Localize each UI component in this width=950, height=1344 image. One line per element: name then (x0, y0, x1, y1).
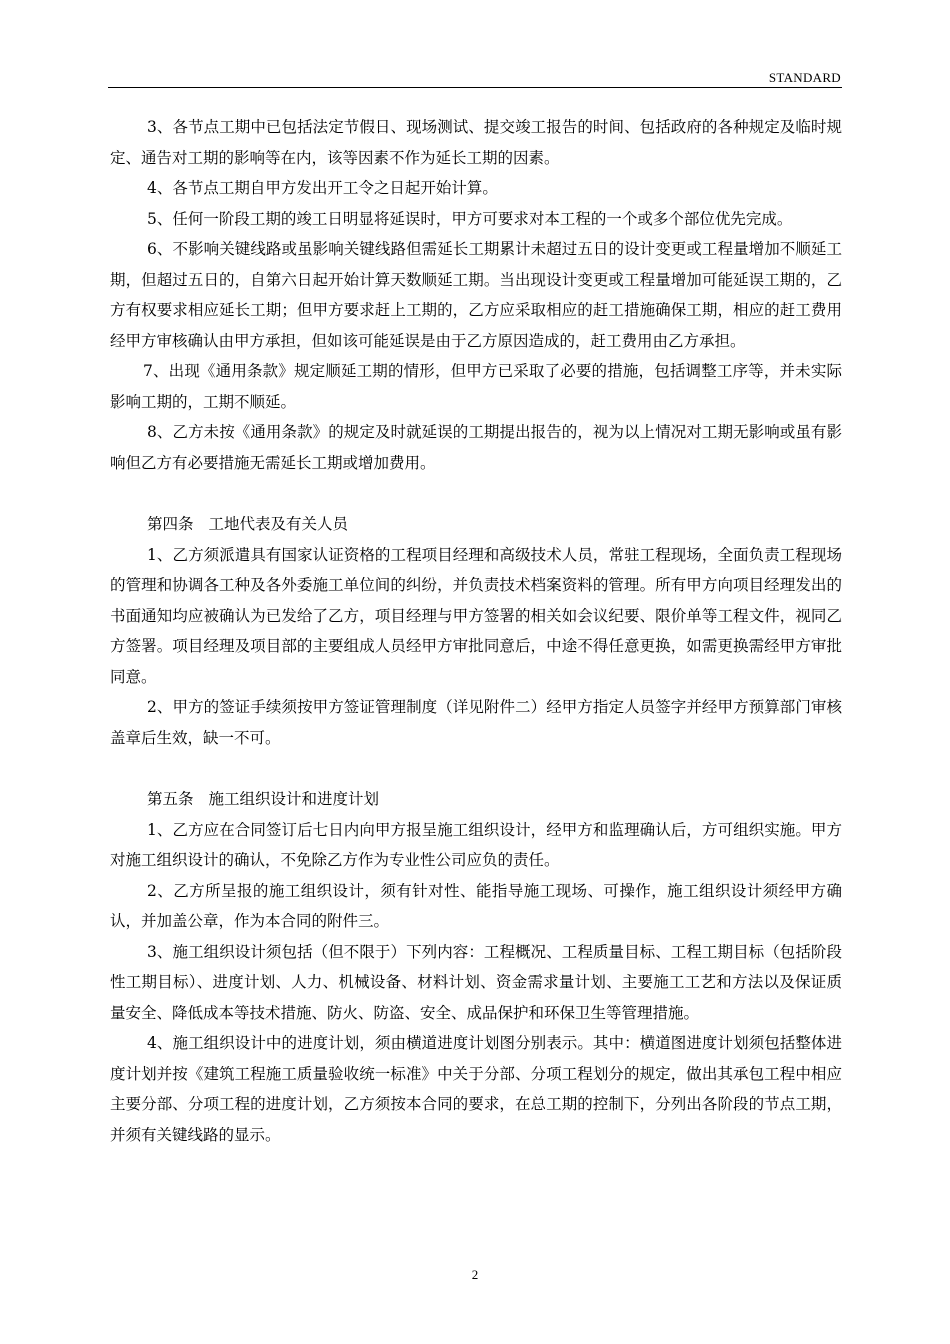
paragraph-clause-3-3: 3、各节点工期中已包括法定节假日、现场测试、提交竣工报告的时间、包括政府的各种规定及临时规定、通告对工期的影响等在内，该等因素不作为延长工期的因素。 (110, 118, 842, 167)
paragraph-clause-3-8: 8、乙方未按《通用条款》的规定及时就延误的工期提出报告的，视为以上情况对工期无影响或虽有影响但乙方有必要措施无需延长工期或增加费用。 (110, 423, 842, 472)
paragraph-clause-4-2: 2、甲方的签证手续须按甲方签证管理制度（详见附件二）经甲方指定人员签字并经甲方预算部门审核盖章后生效，缺一不可。 (110, 698, 842, 747)
section-title: 施工组织设计和进度计划 (208, 790, 380, 808)
section-number: 第四条 (147, 515, 194, 533)
paragraph-clause-3-7: 7、出现《通用条款》规定顺延工期的情形，但甲方已采取了必要的措施，包括调整工序等，并未实际影响工期的，工期不顺延。 (110, 362, 842, 411)
paragraph-clause-5-1: 1、乙方应在合同签订后七日内向甲方报呈施工组织设计，经甲方和监理确认后，方可组织实施。甲方对施工组织设计的确认，不免除乙方作为专业性公司应负的责任。 (110, 820, 842, 869)
paragraph-clause-3-5: 5、任何一阶段工期的竣工日明显将延误时，甲方可要求对本工程的一个或多个部位优先完成。 (147, 209, 793, 228)
section-heading-4 (110, 509, 842, 540)
document-body (110, 112, 842, 1150)
paragraph-clause-5-4: 4、施工组织设计中的进度计划，须由横道进度计划图分别表示。其中：横道图进度计划须包括整体进度计划并按《建筑工程施工质量验收统一标准》中关于分部、分项工程划分的规定，做出其承包工程中相应主要分部、分项工程的进度计划，乙方须按本合同的要求，在总工期的控制下，分列出各阶段的节点工期，并须有关键线路的显示。 (110, 1034, 842, 1144)
section-heading-5 (110, 784, 842, 815)
section-title: 工地代表及有关人员 (208, 515, 349, 533)
paragraph-clause-5-3: 3、施工组织设计须包括（但不限于）下列内容：工程概况、工程质量目标、工程工期目标（包括阶段性工期目标）、进度计划、人力、机械设备、材料计划、资金需求量计划、主要施工工艺和方法以及保证质量安全、降低成本等技术措施、防火、防盗、安全、成品保护和环保卫生等管理措施。 (110, 942, 842, 1022)
paragraph-clause-3-4: 4、各节点工期自甲方发出开工令之日起开始计算。 (147, 179, 498, 197)
paragraph-clause-3-6: 6、不影响关键线路或虽影响关键线路但需延长工期累计未超过五日的设计变更或工程量增加不顺延工期，但超过五日的，自第六日起开始计算天数顺延工期。当出现设计变更或工程量增加可能延误工期的，乙方有权要求相应延长工期；但甲方要求赶上工期的，乙方应采取相应的赶工措施确保工期，相应的赶工费用经甲方审核确认由甲方承担，但如该可能延误是由于乙方原因造成的，赶工费用由乙方承担。 (110, 240, 842, 350)
section-number: 第五条 (147, 790, 194, 808)
header-rule (108, 87, 842, 88)
paragraph-clause-4-1: 1、乙方须派遣具有国家认证资格的工程项目经理和高级技术人员，常驻工程现场，全面负责工程现场的管理和协调各工种及各外委施工单位间的纠纷，并负责技术档案资料的管理。所有甲方向项目经理发出的书面通知均应被确认为已发给了乙方，项目经理与甲方签署的相关如会议纪要、限价单等工程文件，视同乙方签署。项目经理及项目部的主要组成人员经甲方审批同意后，中途不得任意更换，如需更换需经甲方审批同意。 (110, 545, 842, 686)
header-label: STANDARD (768, 70, 841, 85)
paragraph-clause-5-2: 2、乙方所呈报的施工组织设计，须有针对性、能指导施工现场、可操作，施工组织设计须经甲方确认，并加盖公章，作为本合同的附件三。 (110, 881, 842, 930)
page-number: 2 (471, 1267, 479, 1282)
